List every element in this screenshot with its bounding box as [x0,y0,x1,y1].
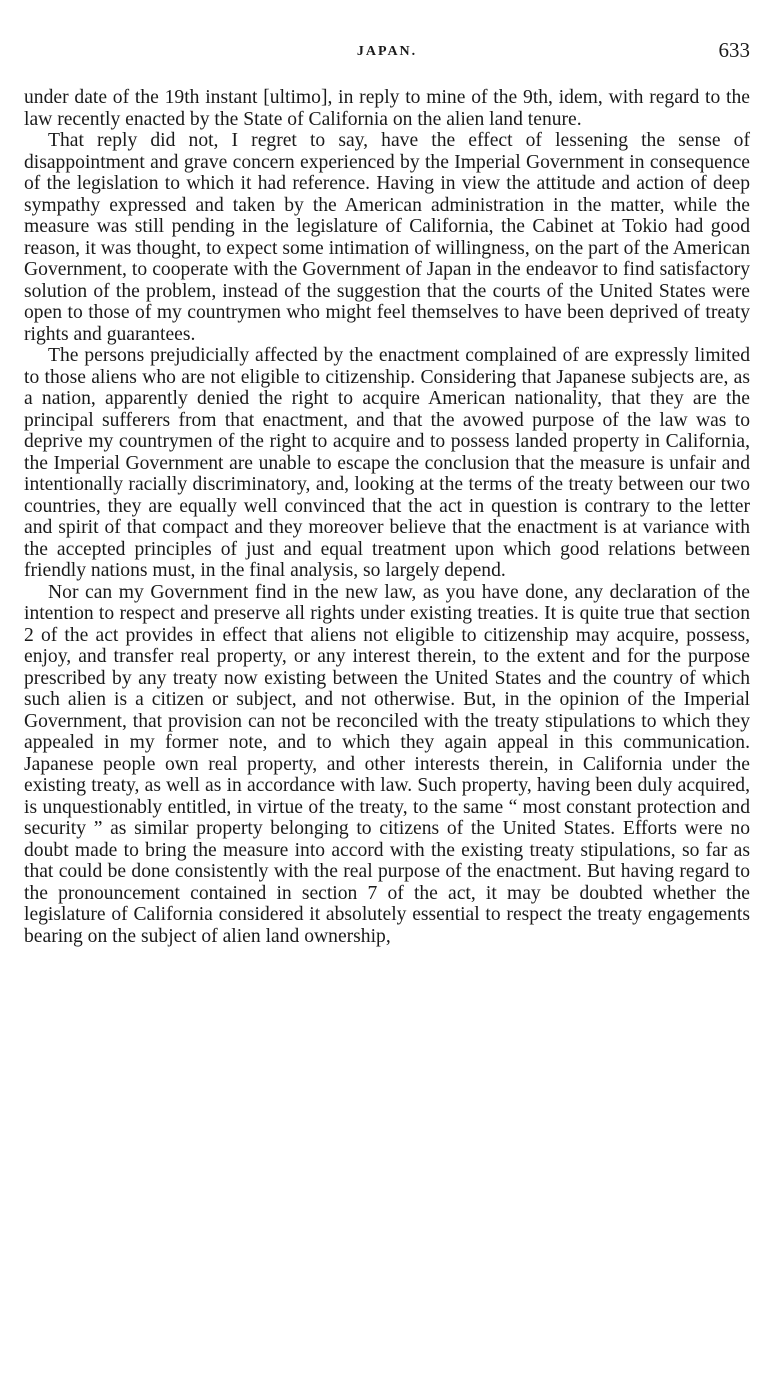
paragraph-continued: under date of the 19th instant [ultimo], in reply to mine of the 9th, idem, with regard to the law recently enacted by the State of California on the alien land tenure. [24,87,750,130]
page-number: 633 [718,38,750,62]
paragraph: Nor can my Government find in the new law, as you have done, any declaration of the intention to respect and preserve all rights under existing treaties. It is quite true that section 2 of the act provides in effect that aliens not eligible to citizenship may acquire, possess, enjoy, and transfer real property, or any interest therein, to the extent and for the purpose prescribed by any treaty now existing between the United States and the country of which such alien is a citizen or subject, and not otherwise. But, in the opinion of the Imperial Government, that provision can not be reconciled with the treaty stipulations to which they appealed in my former note, and to which they again appeal in this communication. Japanese people own real property, and other interests therein, in California under the existing treaty, as well as in accordance with law. Such property, having been duly acquired, is unquestionably entitled, in virtue of the treaty, to the same “ most constant protection and security ” as similar property belonging to citizens of the United States. Efforts were no doubt made to bring the measure into accord with the existing treaty stipulations, so far as that could be done consistently with the real purpose of the enactment. But having regard to the pronouncement contained in section 7 of the act, it may be doubted whether the legislature of California considered it absolutely essential to respect the treaty engagements bearing on the subject of alien land ownership, [24,581,750,947]
running-head: JAPAN. [356,44,418,59]
page-header [24,38,750,68]
paragraph: That reply did not, I regret to say, have the effect of lessening the sense of disappointment and grave concern experienced by the Imperial Government in consequence of the legislation to which it had reference. Having in view the attitude and action of deep sympathy expressed and taken by the American administration in the matter, while the measure was still pending in the legislature of California, the Cabinet at Tokio had good reason, it was thought, to expect some intimation of willingness, on the part of the American Government, to cooperate with the Government of Japan in the endeavor to find satisfactory solution of the problem, instead of the suggestion that the courts of the United States were open to those of my countrymen who might feel themselves to have been deprived of treaty rights and guarantees. [24,130,750,345]
paragraph: The persons prejudicially affected by the enactment complained of are expressly limited to those aliens who are not eligible to citizenship. Considering that Japanese subjects are, as a nation, apparently denied the right to acquire American nationality, that they are the principal sufferers from that enactment, and that the avowed purpose of the law was to deprive my countrymen of the right to acquire and to possess landed property in California, the Imperial Government are unable to escape the conclusion that the measure is unfair and intentionally racially discriminatory, and, looking at the terms of the treaty between our two countries, they are equally well convinced that the act in question is contrary to the letter and spirit of that compact and they moreover believe that the enactment is at variance with the accepted principles of just and equal treatment upon which good relations between friendly nations must, in the final analysis, so largely depend. [24,345,750,581]
body-text [24,87,750,947]
